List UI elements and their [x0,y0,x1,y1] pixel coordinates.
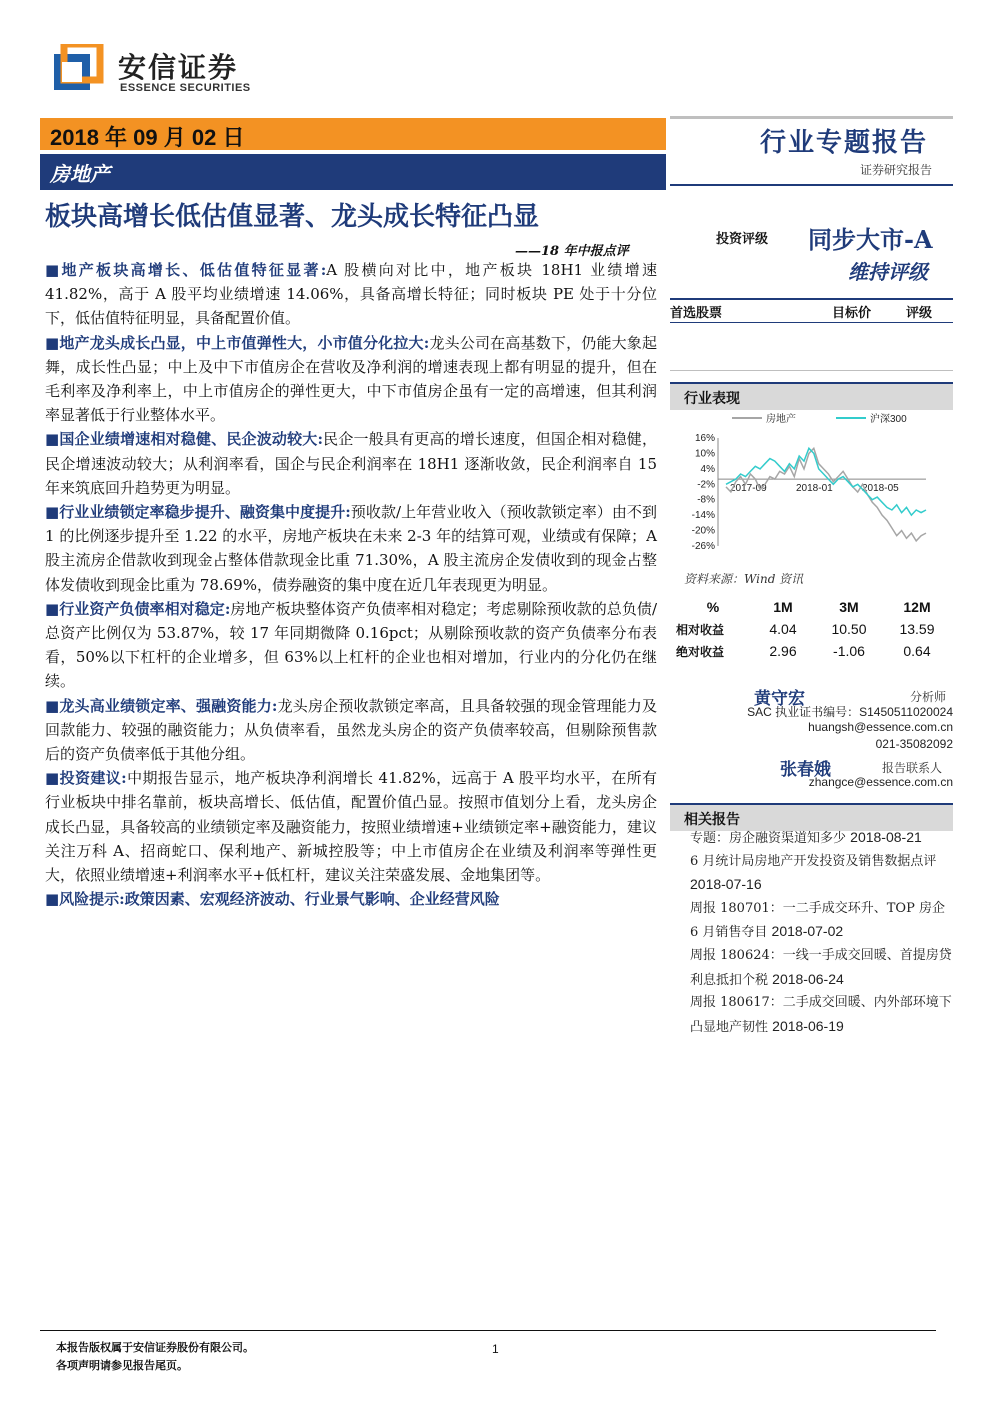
report-type: 行业专题报告 [760,128,929,158]
chart-y-tick-label: -14% [691,510,715,522]
related-report-date: 2018-07-02 [771,923,844,940]
table-cell: -1.06 [833,643,865,659]
body-paragraph [45,887,657,911]
chart-y-tick-label: 16% [694,433,715,444]
report-title: 板块高增长低估值显著、龙头成长特征凸显 [45,202,540,232]
paragraph-heading: ■地产龙头成长凸显，中上市值弹性大，小市值分化拉大: [45,333,430,352]
related-report-title: 周报 180617：二手成交回暖、内外部环境下凸显地产韧性 [690,995,952,1035]
chart-source: 资料来源：Wind 资讯 [684,572,804,586]
body-paragraph [45,258,657,331]
table-row-label: 相对收益 [676,622,725,637]
legend-label-series-0: 房地产 [766,414,796,425]
chart-x-tick-label: 2018-05 [862,483,899,495]
paragraph-heading: ■风险提示: [45,890,125,909]
paragraph-heading: ■国企业绩增速相对稳健、民企波动较大: [45,430,323,449]
sector-label: 房地产 [50,162,110,186]
contact-name: 张春娥 [780,760,831,780]
body-paragraph [45,427,657,500]
body-paragraph [45,500,657,597]
body-paragraph [45,331,657,428]
paragraph-text: 中期报告显示，地产板块净利润增长 41.82%，远高于 A 股平均水平，在所有行业板块中排名靠前，板块高增长、低估值，配置价值凸显。按照市值划分上看，龙头房企成长凸显，具备较高的业绩锁定率及融资能力，按照业绩增速+业绩锁定率+融资能力，建议关注万科 A、招商蛇口、保利地产、新城控股等；中上市值房企在业绩及利润率等弹性更大，依照业绩增速+利润率水平+低杠杆，建议关注荣盛发展、金地集团等。 [45,769,657,885]
logo-mark [54,44,104,94]
table-row-label: 绝对收益 [676,644,725,659]
picks-header-rating: 评级 [906,306,933,321]
logo-text-cn: 安信证券 [118,51,239,84]
picks-rule-bottom [670,322,953,323]
report-type-rule-top [670,116,953,119]
rating-label: 投资评级 [716,232,769,247]
related-report-date: 2018-07-16 [690,876,762,893]
logo-text-en: ESSENCE SECURITIES [120,82,251,94]
analyst-phone: 021-35082092 [875,737,953,751]
related-report-item[interactable] [690,992,952,1039]
paragraph-text: 民企一般具有更高的增长速度，但国企相对稳健，民企增速波动较大；从利润率看，国企与民企利润率在 18H1 逐渐收敛，民企利润率自 15 年来筑底回升趋势更为明显。 [45,430,657,497]
picks-header-target: 目标价 [832,306,872,321]
legend-label-series-1: 沪深300 [870,414,907,425]
related-report-title: 周报 180624：一线一手成交回暖、首提房贷利息抵扣个税 [690,947,952,988]
table-header-cell: 12M [903,599,931,615]
paragraph-heading: ■地产板块高增长、低估值特征显著: [45,261,327,279]
footer-copyright: 本报告版权属于安信证券股份有限公司。 [56,1341,254,1354]
chart-y-tick-label: 4% [700,463,715,475]
footer-disclaimer: 各项声明请参见报告尾页。 [56,1359,188,1372]
paragraph-heading: ■行业业绩锁定率稳步提升、融资集中度提升: [45,503,351,522]
footer-rule [40,1330,936,1331]
related-report-date: 2018-08-21 [850,829,922,845]
paragraph-text: A 股横向对比中，地产板块 18H1 业绩增速 41.82%，高于 A 股平均业绩增速 14.06%，具备高增长特征；同时板块 PE 处于十分位下，低估值特征明显，具备配置价值。 [45,261,657,328]
analyst-cert: SAC 执业证书编号：S1450511020024 [747,705,953,719]
table-cell: 10.50 [831,621,867,637]
chart-series-line-0 [726,448,926,541]
chart-y-tick-label: -2% [697,479,715,491]
rating-maintain: 维持评级 [848,260,928,284]
related-report-date: 2018-06-24 [772,970,844,987]
table-cell: 4.04 [769,621,797,637]
performance-chart [676,404,956,564]
report-type-rule-bottom [670,184,953,186]
body-paragraph [45,694,657,767]
sector-bar [40,154,666,190]
page-number: 1 [492,1342,499,1356]
contact-email[interactable]: zhangce@essence.com.cn [808,775,953,789]
paragraph-text: 政策因素、宏观经济波动、行业景气影响、企业经营风险 [124,890,500,909]
picks-rule-end [670,370,953,371]
related-report-item[interactable] [690,945,952,992]
related-report-title: 6 月统计局房地产开发投资及销售数据点评 [690,853,937,869]
related-reports-list [690,826,952,1039]
table-header-cell: 3M [839,599,859,615]
body-paragraph [45,766,657,887]
chart-x-tick-label: 2017-09 [730,483,767,495]
chart-legend [732,412,907,425]
report-subtype: 证券研究报告 [860,163,933,177]
related-report-item[interactable] [690,826,952,851]
rating-value: 同步大市-A [808,225,933,254]
body-paragraph [45,597,657,694]
picks-header-stock: 首选股票 [670,306,723,321]
performance-section-title: 行业表现 [684,391,740,407]
report-subtitle: ——18 年中报点评 [515,244,629,259]
chart-y-tick-label: -26% [691,541,715,552]
paragraph-heading: ■龙头高业绩锁定率、强融资能力: [45,696,278,715]
performance-table [676,596,952,662]
paragraph-text: 房地产板块整体资产负债率相对稳定；考虑剔除预收款的总负债/总资产比例仅为 53.87%，较 17 年同期微降 0.16pct；从剔除预收款的资产负债率分布表看，50%以下杠杆的企业增多，但 63%以上杠杆的企业也相对增加，行业内的分化仍在继续。 [45,599,658,691]
table-header-cell: 1M [773,599,793,615]
chart-y-tick-label: -8% [697,494,715,506]
report-body [45,258,657,911]
table-cell: 0.64 [903,643,931,659]
analyst-role: 分析师 [910,690,947,704]
report-date: 2018 年 09 月 02 日 [50,125,245,150]
paragraph-text: 龙头公司在高基数下，仍能大象起舞，成长性凸显；中上及中下市值房企在营收及净利润的增速表现上都有明显的提升，但在毛利率及净利率上，中上市值房企的弹性更大，中下市值房企虽有一定的高增速，但其利润率显著低于行业整体水平。 [45,333,657,425]
table-row [676,618,952,640]
related-report-item[interactable] [690,851,952,898]
analyst-email[interactable]: huangsh@essence.com.cn [808,720,953,734]
chart-y-tick-label: -20% [691,525,715,537]
table-row [676,640,952,662]
table-header-row [676,596,952,618]
related-report-date: 2018-06-19 [772,1017,844,1034]
table-header-cell: % [706,599,720,615]
paragraph-text: 预收款/上年营业收入（预收款锁定率）由不到 1 的比例逐步提升至 1.22 的水平，房地产板块在未来 2-3 年的结算可观，业绩或有保障；A 股主流房企借款收到现金占整体借款现金比重 71.30%，A 股主流房企发债收到的现金占整体发债收到现金比重为 78.69%，债券融资的集中度在近几年表现更为明显。 [45,503,657,594]
related-section-title: 相关报告 [684,812,740,828]
related-report-title: 周报 180701：一二手成交环升、TOP 房企 6 月销售夺目 [690,900,945,941]
table-cell: 2.96 [769,643,797,659]
contact-role: 报告联系人 [882,761,943,775]
picks-rule-top [670,298,953,300]
paragraph-heading: ■行业资产负债率相对稳定: [45,599,231,618]
paragraph-heading: ■投资建议: [45,769,127,788]
analyst-name: 黄守宏 [754,689,805,709]
related-report-item[interactable] [690,898,952,945]
chart-x-tick-label: 2018-01 [796,483,833,495]
chart-y-tick-label: 10% [694,448,715,460]
related-report-title: 专题：房企融资渠道知多少 [690,831,847,846]
table-cell: 13.59 [899,621,935,637]
paragraph-text: 龙头房企预收款锁定率高，且具备较强的现金管理能力及回款能力、较强的融资能力；从负债率看，虽然龙头房企的资产负债率较高，但剔除预售款后的资产负债率低于其他分组。 [45,696,657,764]
